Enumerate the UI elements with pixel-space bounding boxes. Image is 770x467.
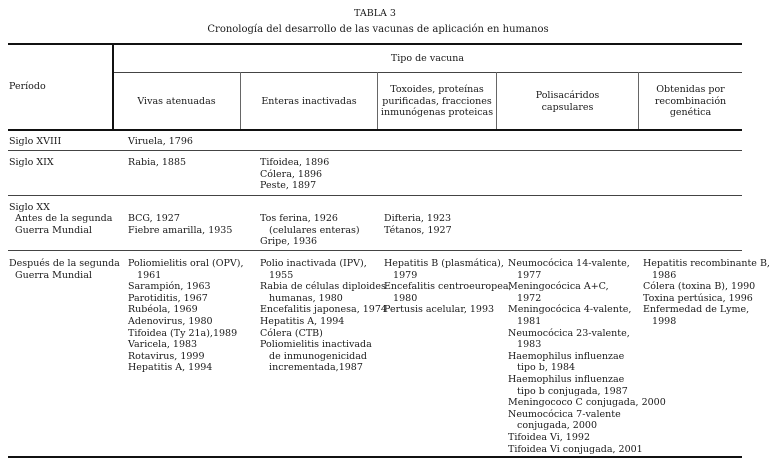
column-header-recombinacion: Obtenidas por recombinación genética [654,84,727,118]
table-cell: Tifoidea, 1896 Cólera, 1896 Peste, 1897 [260,157,330,192]
table-cell: Polio inactivada (IPV), 1955 Rabia de células diploides humanas, 1980 Encefalitis japonesa, 1974 Hepatitis A, 1994 Cólera (CTB) Poliomielitis inactivada de inmunogenicidad incrementada,1987 [260,258,387,374]
table-cell: Viruela, 1796 [128,136,193,147]
table-cell: Hepatitis B (plasmática), 1979 Encefalitis centroeuropea, 1980 Pertusis acelular, 1993 [384,258,512,316]
group-header: Tipo de vacuna [390,53,465,64]
table-cell: Tos ferina, 1926 (celulares enteras) Gripe, 1936 [260,213,360,248]
column-header-toxoides: Toxoides, proteínas purificadas, fracciones inmunógenas proteicas [380,84,494,118]
group-header-rule [113,72,742,73]
top-rule [8,43,742,45]
table-cell: BCG, 1927 Fiebre amarilla, 1935 [128,213,233,236]
period-cell: Siglo XVIII [9,136,62,147]
period-cell: Siglo XIX [9,157,54,168]
table-cell: Neumocócica 14-valente, 1977 Meningocócica A+C, 1972 Meningocócica 4-valente, 1981 Neumocócica 23-valente, 1983 Haemophilus influenzae tipo b, 1984 Haemophilus influenzae tipo b conjugada, 1987 Meningococo C conjugada, 2000 Neumocócica 7-valente conjugada, 2000 Tifoidea Vi, 1992 Tifoidea Vi conjugada, 2001 [508,258,666,455]
table-title: Cronología del desarrollo de las vacunas de aplicación en humanos [207,24,549,35]
column-header-polisacaridos: Polisacáridos capsulares [535,90,600,113]
table-cell: Hepatitis recombinante B, 1986 Cólera (toxina B), 1990 Toxina pertúsica, 1996 Enfermedad de Lyme, 1998 [643,258,770,327]
table-cell: Difteria, 1923 Tétanos, 1927 [384,213,452,236]
period-cell: Antes de la segunda Guerra Mundial [15,213,113,236]
column-header-enteras: Enteras inactivadas [261,96,357,107]
period-header: Período [9,81,46,92]
row-rule-3 [8,250,742,251]
header-bottom-rule [8,129,742,131]
period-cell: Siglo XX [9,202,50,213]
table-cell: Poliomielitis oral (OPV), 1961 Sarampión, 1963 Parotiditis, 1967 Rubéola, 1969 Adenovirus, 1980 Tifoidea (Ty 21a),1989 Varicela, 1983 Rotavirus, 1999 Hepatitis A, 1994 [128,258,244,374]
table-cell: Rabia, 1885 [128,157,187,168]
column-header-vivas: Vivas atenuadas [137,96,216,107]
row-rule-2 [8,195,742,196]
table-label: TABLA 3 [354,8,396,19]
row-rule-1 [8,150,742,151]
period-cell: Después de la segunda Guerra Mundial [9,258,120,281]
bottom-rule [8,456,742,458]
